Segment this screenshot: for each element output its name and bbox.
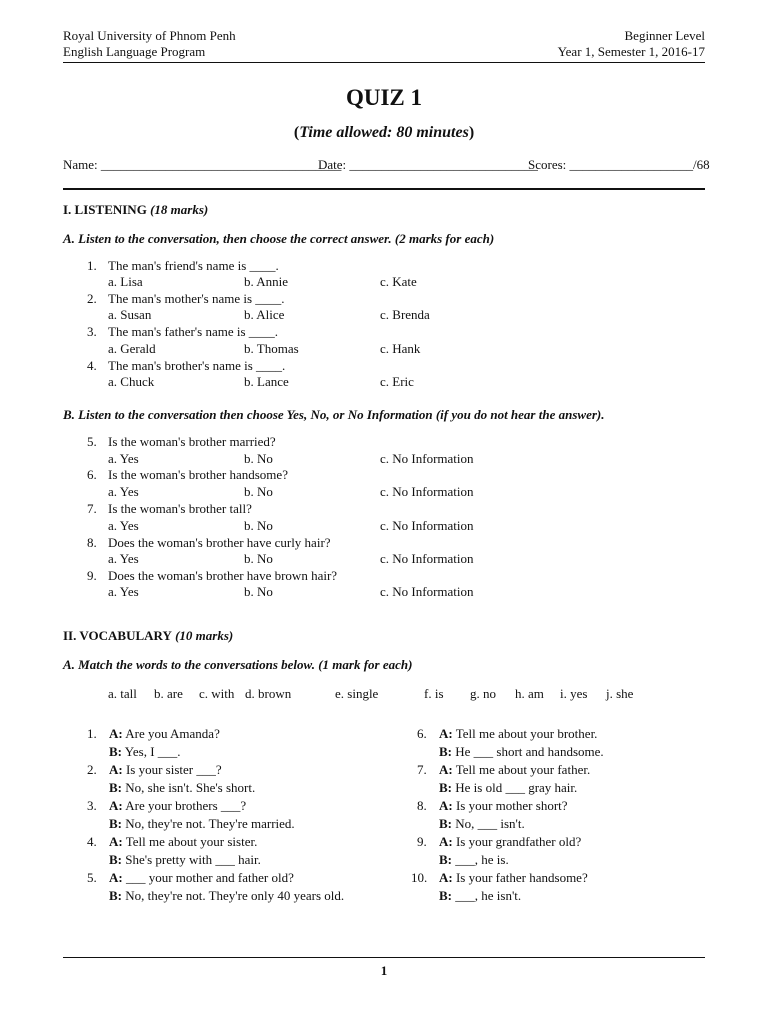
header-program: English Language Program xyxy=(63,44,206,59)
option-c: c. Hank xyxy=(380,341,421,356)
speaker-a xyxy=(439,834,581,850)
item-number: 1. xyxy=(87,726,97,741)
speaker-a-text: Tell me about your brother. xyxy=(455,726,598,741)
speaker-a-text: Is your mother short? xyxy=(455,798,568,813)
item-number: 8. xyxy=(417,798,427,813)
speaker-b-text: Yes, I ___. xyxy=(124,744,181,759)
speaker-a xyxy=(109,834,257,850)
speaker-a-text: Are your brothers ___? xyxy=(125,798,247,813)
option-b: b. No xyxy=(244,484,273,499)
item-number: 7. xyxy=(417,762,427,777)
option-b: b. Annie xyxy=(244,274,289,289)
page-title: QUIZ 1 xyxy=(345,85,423,110)
header-institution: Royal University of Phnom Penh xyxy=(63,28,236,43)
page-number: 1 xyxy=(380,963,388,978)
item-number: 3. xyxy=(87,798,97,813)
speaker-a-label: A: xyxy=(109,798,123,813)
speaker-b-text: ___, he isn't. xyxy=(455,888,522,903)
speaker-a-text: Is your father handsome? xyxy=(455,870,588,885)
item-number: 6. xyxy=(417,726,427,741)
option-b: b. No xyxy=(244,551,273,566)
speaker-b-label: B: xyxy=(439,780,452,795)
name-field: Name: _____________________________________ xyxy=(63,157,342,172)
question-number: 9. xyxy=(87,568,97,583)
question-text: Does the woman's brother have brown hair? xyxy=(108,568,338,583)
speaker-b xyxy=(109,888,344,904)
question-text: Does the woman's brother have curly hair? xyxy=(108,535,331,550)
speaker-a-text: Are you Amanda? xyxy=(125,726,220,741)
speaker-a xyxy=(439,762,590,778)
word-bank-item: h. am xyxy=(515,686,544,701)
option-c: c. No Information xyxy=(380,484,474,499)
question-number: 4. xyxy=(87,358,97,373)
date-field: Date: _____________________________ xyxy=(318,157,538,172)
header-level: Beginner Level xyxy=(624,28,705,43)
speaker-a-label: A: xyxy=(109,870,123,885)
question-number: 1. xyxy=(87,258,97,273)
speaker-b-label: B: xyxy=(439,816,452,831)
page-subtitle xyxy=(0,123,768,143)
speaker-a xyxy=(439,798,568,814)
question-text: Is the woman's brother tall? xyxy=(108,501,252,516)
speaker-b xyxy=(109,780,255,796)
question-text: The man's brother's name is ____. xyxy=(108,358,286,373)
speaker-a-label: A: xyxy=(109,834,123,849)
option-a: a. Yes xyxy=(108,584,139,599)
speaker-a-label: A: xyxy=(109,762,123,777)
speaker-b xyxy=(109,744,181,760)
question-number: 6. xyxy=(87,467,97,482)
speaker-a xyxy=(439,870,588,886)
speaker-a-text: Tell me about your sister. xyxy=(125,834,258,849)
item-number: 4. xyxy=(87,834,97,849)
speaker-a-label: A: xyxy=(439,726,453,741)
subtitle-close-paren: ) xyxy=(468,124,475,141)
question-text: Is the woman's brother married? xyxy=(108,434,276,449)
speaker-b-label: B: xyxy=(109,744,122,759)
speaker-b xyxy=(439,780,577,796)
speaker-a-label: A: xyxy=(439,762,453,777)
speaker-a-label: A: xyxy=(439,798,453,813)
word-bank-item: f. is xyxy=(424,686,444,701)
speaker-b-text: No, they're not. They're only 40 years old. xyxy=(125,888,345,903)
option-c: c. Kate xyxy=(380,274,417,289)
speaker-b-text: He ___ short and handsome. xyxy=(455,744,604,759)
speaker-b-label: B: xyxy=(439,744,452,759)
subtitle-time-allowed: Time allowed: 80 minutes xyxy=(299,124,469,141)
speaker-a-text: Is your sister ___? xyxy=(125,762,222,777)
question-text: The man's mother's name is ____. xyxy=(108,291,285,306)
section-listening-title: I. LISTENING xyxy=(63,202,147,217)
option-b: b. No xyxy=(244,584,273,599)
question-text: Is the woman's brother handsome? xyxy=(108,467,288,482)
word-bank-item: c. with xyxy=(199,686,235,701)
item-number: 5. xyxy=(87,870,97,885)
option-a: a. Yes xyxy=(108,451,139,466)
option-a: a. Susan xyxy=(108,307,152,322)
speaker-b-text: ___, he is. xyxy=(455,852,509,867)
speaker-a xyxy=(109,870,294,886)
option-a: a. Gerald xyxy=(108,341,156,356)
speaker-b-label: B: xyxy=(109,888,122,903)
question-number: 3. xyxy=(87,324,97,339)
section-listening-marks: (18 marks) xyxy=(150,202,209,217)
speaker-a-text: Tell me about your father. xyxy=(455,762,591,777)
speaker-b xyxy=(109,852,261,868)
speaker-b-text: He is old ___ gray hair. xyxy=(455,780,578,795)
option-c: c. No Information xyxy=(380,584,474,599)
word-bank-item: g. no xyxy=(470,686,496,701)
speaker-b-text: She's pretty with ___ hair. xyxy=(125,852,261,867)
speaker-b-text: No, ___ isn't. xyxy=(455,816,525,831)
section-vocabulary-title: II. VOCABULARY xyxy=(63,628,172,643)
word-bank-item: b. are xyxy=(154,686,183,701)
speaker-a xyxy=(109,762,222,778)
section-vocabulary-heading xyxy=(63,628,233,644)
speaker-a xyxy=(109,726,220,742)
question-number: 5. xyxy=(87,434,97,449)
option-c: c. No Information xyxy=(380,518,474,533)
option-c: c. No Information xyxy=(380,551,474,566)
speaker-b xyxy=(439,816,525,832)
listening-part-b-instruction: B. Listen to the conversation then choose Yes, No, or No Information (if you do not hear the answer). xyxy=(63,407,605,422)
option-a: a. Yes xyxy=(108,551,139,566)
word-bank-item: e. single xyxy=(335,686,379,701)
question-text: The man's friend's name is ____. xyxy=(108,258,279,273)
option-c: c. Eric xyxy=(380,374,414,389)
option-b: b. Thomas xyxy=(244,341,299,356)
vocabulary-part-a-instruction: A. Match the words to the conversations below. (1 mark for each) xyxy=(63,657,413,672)
word-bank-item: j. she xyxy=(606,686,634,701)
option-a: a. Yes xyxy=(108,518,139,533)
speaker-b-label: B: xyxy=(439,888,452,903)
speaker-b xyxy=(439,744,604,760)
item-number: 10. xyxy=(411,870,428,885)
speaker-a-text: ___ your mother and father old? xyxy=(125,870,294,885)
option-a: a. Yes xyxy=(108,484,139,499)
word-bank-item: i. yes xyxy=(560,686,588,701)
speaker-a-label: A: xyxy=(439,870,453,885)
scores-field: Scores: ___________________/68 xyxy=(528,157,710,172)
header-divider xyxy=(63,62,705,63)
speaker-b-label: B: xyxy=(109,852,122,867)
speaker-a-text: Is your grandfather old? xyxy=(455,834,582,849)
speaker-b xyxy=(439,852,509,868)
word-bank-item: a. tall xyxy=(108,686,137,701)
option-b: b. Alice xyxy=(244,307,285,322)
subtitle-open-paren: ( xyxy=(293,124,300,141)
speaker-a xyxy=(439,726,597,742)
item-number: 9. xyxy=(417,834,427,849)
speaker-b-label: B: xyxy=(439,852,452,867)
section-vocabulary-marks: (10 marks) xyxy=(175,628,234,643)
question-text: The man's father's name is ____. xyxy=(108,324,279,339)
speaker-a-label: A: xyxy=(109,726,123,741)
speaker-b-text: No, they're not. They're married. xyxy=(125,816,295,831)
question-number: 7. xyxy=(87,501,97,516)
header-term: Year 1, Semester 1, 2016-17 xyxy=(557,44,705,59)
speaker-b-text: No, she isn't. She's short. xyxy=(125,780,256,795)
section-listening-heading xyxy=(63,202,208,218)
item-number: 2. xyxy=(87,762,97,777)
option-b: b. Lance xyxy=(244,374,289,389)
option-c: c. No Information xyxy=(380,451,474,466)
option-b: b. No xyxy=(244,451,273,466)
question-number: 8. xyxy=(87,535,97,550)
option-a: a. Chuck xyxy=(108,374,155,389)
speaker-b xyxy=(439,888,521,904)
question-number: 2. xyxy=(87,291,97,306)
option-c: c. Brenda xyxy=(380,307,430,322)
speaker-a-label: A: xyxy=(439,834,453,849)
word-bank-item: d. brown xyxy=(245,686,292,701)
option-a: a. Lisa xyxy=(108,274,143,289)
speaker-b-label: B: xyxy=(109,780,122,795)
speaker-a xyxy=(109,798,246,814)
speaker-b xyxy=(109,816,295,832)
option-b: b. No xyxy=(244,518,273,533)
footer-divider xyxy=(63,957,705,958)
info-divider xyxy=(63,188,705,190)
listening-part-a-instruction: A. Listen to the conversation, then choose the correct answer. (2 marks for each) xyxy=(63,231,495,246)
speaker-b-label: B: xyxy=(109,816,122,831)
